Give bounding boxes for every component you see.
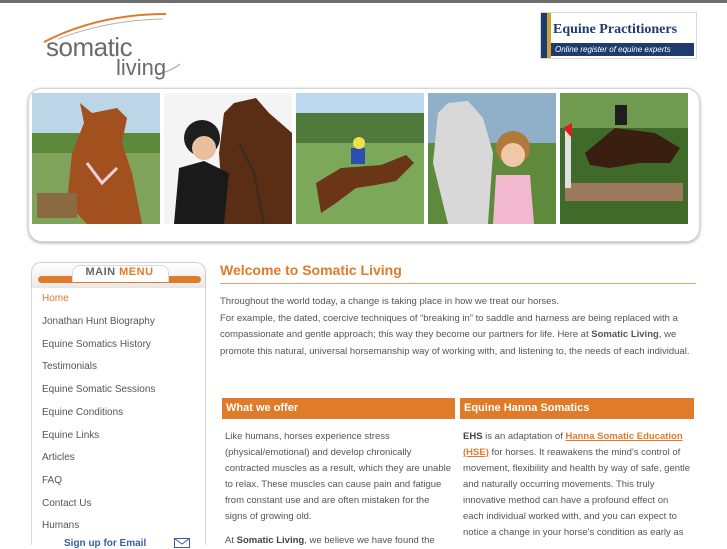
intro-text-a: For example, the dated, coercive techniques of “breaking in” to saddle and harness are being replaced with a compassionate and gentle approach; this way they become our partners for life. Here at	[220, 312, 678, 340]
offer-p2-a: At	[225, 535, 237, 546]
offer-p2-c: , we believe we have found the	[304, 535, 435, 546]
menu-item-contact[interactable]: Contact Us	[42, 498, 92, 509]
intro-text-c: , we promote this natural, universal horsemanship way of working with, and listening to, the needs of each individual.	[220, 329, 690, 357]
ehs-abbrev: EHS	[463, 431, 483, 442]
main-menu-header	[31, 262, 206, 288]
menu-item-conditions[interactable]: Equine Conditions	[42, 407, 124, 418]
photo-banner	[28, 88, 700, 242]
hse-link[interactable]: Hanna Somatic Education (HSE)	[463, 431, 683, 458]
equine-hanna-somatics-section	[460, 398, 694, 541]
ehs-text-b: is an adaptation of	[482, 431, 566, 442]
menu-item-articles[interactable]: Articles	[42, 452, 75, 463]
badge-title: Equine Practitioners	[553, 22, 678, 37]
intro-paragraph	[220, 294, 696, 360]
main-menu	[31, 262, 206, 549]
email-signup-link[interactable]: Sign up for Email	[64, 538, 147, 549]
intro-brand: Somatic Living	[591, 329, 659, 340]
ehs-heading: Equine Hanna Somatics	[460, 398, 694, 419]
what-we-offer-heading: What we offer	[222, 398, 455, 419]
girl-with-horse-photo	[164, 93, 292, 224]
menu-item-sessions[interactable]: Equine Somatic Sessions	[42, 384, 156, 395]
envelope-icon[interactable]	[174, 538, 190, 548]
menu-item-humans[interactable]: Humans	[42, 520, 80, 531]
menu-item-links[interactable]: Equine Links	[42, 430, 100, 441]
equine-practitioners-badge[interactable]	[540, 12, 697, 59]
menu-item-home[interactable]: Home	[42, 293, 69, 304]
offer-paragraph-2	[225, 533, 452, 549]
ehs-text-c: for horses. It reawakens the mind's control of movement, flexibility and health by way of safe, gentle and naturally occurring movements. This truly innovative method can have a profound effect on each individual worked with, and you can expect to notice a change in your horse's condition as early as	[463, 447, 691, 538]
badge-subtitle: Online register of equine experts	[551, 43, 694, 56]
intro-line-1: Throughout the world today, a change is taking place in how we treat our horses.	[220, 296, 559, 307]
chestnut-horse-photo	[32, 93, 160, 224]
menu-item-biography[interactable]: Jonathan Hunt Biography	[42, 316, 155, 327]
top-border	[0, 0, 727, 3]
ehs-text	[460, 429, 694, 541]
title-divider	[220, 283, 696, 284]
offer-paragraph-1: Like humans, horses experience stress (physical/emotional) and develop chronically contracted muscles as a result, which they are unable to relax. These muscles can cause pain and fatigue from constant use and are often mistaken for the signs of growing old.	[225, 431, 452, 522]
show-jumping-photo	[560, 93, 688, 224]
logo-text-living: living	[116, 55, 167, 80]
racehorse-photo	[296, 93, 424, 224]
menu-title-accent: MENU	[119, 266, 154, 278]
logo-text-somatic: somatic	[46, 32, 133, 62]
what-we-offer-section	[222, 398, 455, 549]
menu-item-faq[interactable]: FAQ	[42, 475, 63, 486]
menu-item-testimonials[interactable]: Testimonials	[42, 361, 98, 372]
menu-title	[32, 266, 207, 278]
girl-and-grey-horse-photo	[428, 93, 556, 224]
page-title: Welcome to Somatic Living	[220, 262, 402, 278]
offer-p2-brand: Somatic Living	[236, 535, 305, 546]
what-we-offer-text	[222, 429, 455, 549]
menu-list	[31, 288, 206, 545]
site-logo[interactable]	[38, 12, 188, 82]
menu-item-history[interactable]: Equine Somatics History	[42, 339, 151, 350]
menu-title-main: MAIN	[85, 266, 116, 278]
